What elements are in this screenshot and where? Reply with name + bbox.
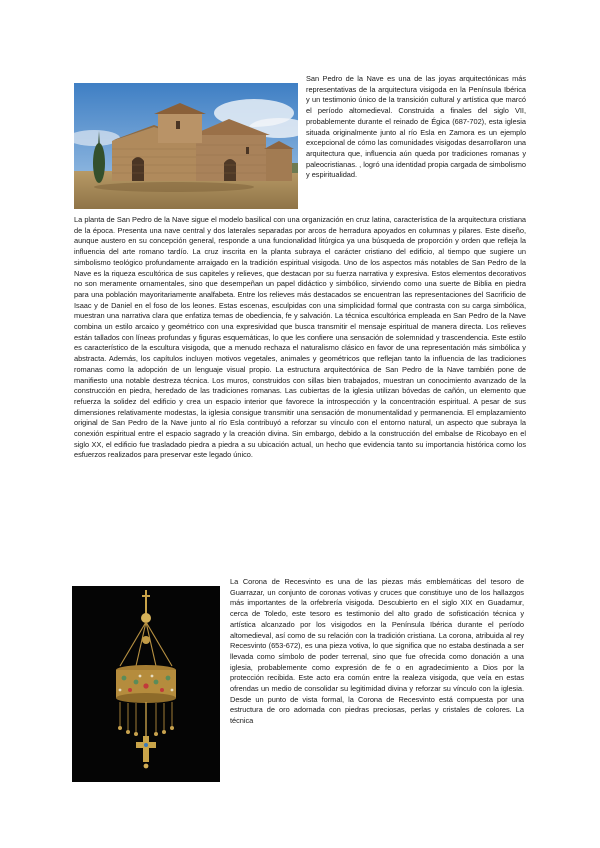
crown-body-paragraph: La Corona de Recesvinto es una de las piezas más emblemáticas del tesoro de Guarrazar, un conjunto de coronas votivas y cruces que constituye uno de los hallazgos más importantes de la orfebrería visigoda. Descubierto en el siglo XIX en Guadamur, cerca de Toledo, este tesoro es testimonio del alto grado de sofisticación técnica y artística alcanzado por los visigodos en la Península Ibérica durante el período altomedieval, así como de su relación con la tradición cristiana. La corona, atribuida al rey Recesvinto (653-672), es una pieza votiva, lo que significa que no estaba destinada a ser llevada como símbolo de poder terrenal, sino que fue ofrecida como donación a una iglesia, probablemente como expresión de fe o en agradecimiento a Dios por la protección recibida. Este acto era común entre la realeza visigoda, que veía en estas ofrendas un medio de consolidar su legitimidad divina y reforzar su vínculo con la iglesia. Desde un punto de vista formal, la Corona de Recesvinto está compuesta por una estructura de oro adornada con piedras preciosas, perlas y cristales de colores. La técnica <box>230 577 524 726</box>
intro-paragraph: San Pedro de la Nave es una de las joyas arquitectónicas más representativas de la arquitectura visigoda en la Península Ibérica y un testimonio único de la transición cultural y artística que marcó el período altomedieval. Construida a finales del siglo VII, probablemente durante el reinado de Égica (687-702), esta iglesia situada originalmente junto al río Esla en Zamora es un ejemplo excepcional de cómo las comunidades visigodas desarrollaron una arquitectura que, influencia aún queda por tradiciones romanas y paleocristianas. , logró una identidad propia cargada de simbolismo y espiritualidad. <box>306 74 526 180</box>
church-photo <box>74 83 298 209</box>
crown-photo <box>72 586 220 782</box>
church-body-paragraph: La planta de San Pedro de la Nave sigue el modelo basilical con una organización en cruz latina, característica de la arquitectura cristiana de la época. Presenta una nave central y dos laterales separadas por arcos de herradura apoyados en columnas y pilares. Este diseño, aunque austero en su concepción general, responde a una funcionalidad litúrgica ya una búsqueda de proporción y orden que refleja la influencia del arte romano tardío. La cruz inscrita en la planta subraya el carácter cristiano del edificio, al tiempo que sugiere un simbolismo teológico profundamente arraigado en la tradición espiritual visigoda. Uno de los aspectos más notables de San Pedro de la Nave es la riqueza escultórica de sus capiteles y relieves, que destacan por su fuerza narrativa y expresiva. Estos elementos decorativos no son meramente ornamentales, sino que desempeñan un papel didáctico y simbólico, sirviendo como una suerte de Biblia en piedra para una población mayoritariamente analfabeta. Entre los relieves más destacados se encuentran las representaciones del Sacrificio de Isaac y de Daniel en el foso de los leones. Estas escenas, esculpidas con una simplicidad formal que contrasta con su carga simbólica, muestran una narrativa clara que enfatiza temas de obediencia, fe y salvación. La técnica escultórica empleada en San Pedro de la Nave combina un estilo arcaico y geométrico con una expresividad que busca transmitir el mensaje espiritual de manera directa. Los relieves están tallados con líneas profundas y figuras esquemáticas, lo que les confiere una sensación de solemnidad y trascendencia. Este estilo es característico de la escultura visigoda, que a menudo rechaza el naturalismo clásico en favor de una representación más simbólica y abstracta. Además, los capítulos incluyen motivos vegetales, animales y geométricos que reflejan tanto la influencia de las tradiciones romanas como la adopción de un lenguaje visual propio. La estructura arquitectónica de San Pedro de la Nave también pone de manifiesto una notable destreza técnica. Los muros, construidos con sillas bien trabajados, muestran un conocimiento avanzado de la construcción en piedra, heredado de las tradiciones romanas. Las cubiertas de la iglesia utilizan bóvedas de cañón, un elemento que refuerza la solidez del edificio y crea un espacio interior que favorece la introspección y la concentración espiritual. A pesar de sus dimensiones relativamente modestas, la iglesia consigue transmitir una sensación de monumentalidad y permanencia. El emplazamiento original de San Pedro de la Nave junto al río Esla contribuyó a reforzar su vínculo con el entorno natural, un aspecto que subraya la conexión espiritual entre el espacio sagrado y la creación divina. Sin embargo, debido a la construcción del embalse de Ricobayo en el siglo XX, el edificio fue trasladado piedra a piedra a su ubicación actual, un hecho que evidencia tanto su importancia histórica como los esfuerzos realizados para preservar este legado único. <box>74 215 526 460</box>
